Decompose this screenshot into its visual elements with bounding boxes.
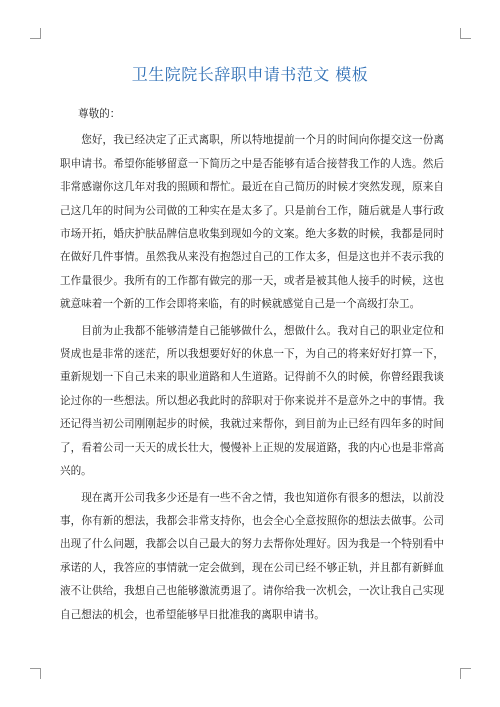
corner-mark-bottom-left <box>30 668 41 679</box>
corner-mark-top-left <box>30 28 41 39</box>
document-title: 卫生院院长辞职申请书范文 模板 <box>131 65 369 84</box>
document-body <box>60 103 444 630</box>
corner-mark-top-right <box>460 28 471 39</box>
paragraph-1: 您好，我已经决定了正式离职，所以特地提前一个月的时间向你提交这一份离职申请书。希望你能够留意一下简历之中是否能够有适合接替我工作的人选。然后非常感谢你这几年对我的照顾和帮忙。最近在自己简历的时候才突然发现，原来自己这几年的时间为公司做的工种实在是太多了。只是前台工作，随后就是人事行政市场开拓，婚庆护肤品牌信息收集到现如今的文案。绝大多数的时候，我都是同时在做好几件事情。虽然我从来没有抱怨过自己的工作太多，但是这也并不表示我的工作量很少。我所有的工作都有做完的那一天，或者是被其他人接手的时候，这也就意味着一个新的工作会即将来临，有的时候就感觉自己是一个高级打杂工。 <box>60 134 444 311</box>
salutation: 尊敬的： <box>78 108 121 120</box>
corner-mark-bottom-right <box>460 668 471 679</box>
paragraph-2: 目前为止我都不能够清楚自己能够做什么，想做什么。我对自己的职业定位和贤成也是非常的迷茫，所以我想要好好的休息一下，为自己的将来好好打算一下，重新规划一下自己未来的职业道路和人生道路。记得前不久的时候，你曾经跟我谈论过你的一些想法。所以想必我此时的辞职对于你来说并不是意外之中的事情。我还记得当初公司刚刚起步的时候，我就过来帮你，到目前为止已经有四年多的时间了，看着公司一天天的成长壮大，慢慢补上正规的发展道路，我的内心也是非常高兴的。 <box>60 324 444 478</box>
paragraph-3: 现在离开公司我多少还是有一些不舍之情，我也知道你有很多的想法，以前没事，你有新的想法，我都会非常支持你，也会全心全意按照你的想法去做事。公司出现了什么问题，我都会以自己最大的努力去帮你处理好。因为我是一个特别看中承诺的人，我答应的事情就一定会做到，现在公司已经不够正轨，并且都有新鲜血液不让供给，我想自己也能够激流勇退了。请你给我一次机会，一次让我自己实现自己想法的机会，也希望能够早日批准我的离职申请书。 <box>60 491 444 621</box>
